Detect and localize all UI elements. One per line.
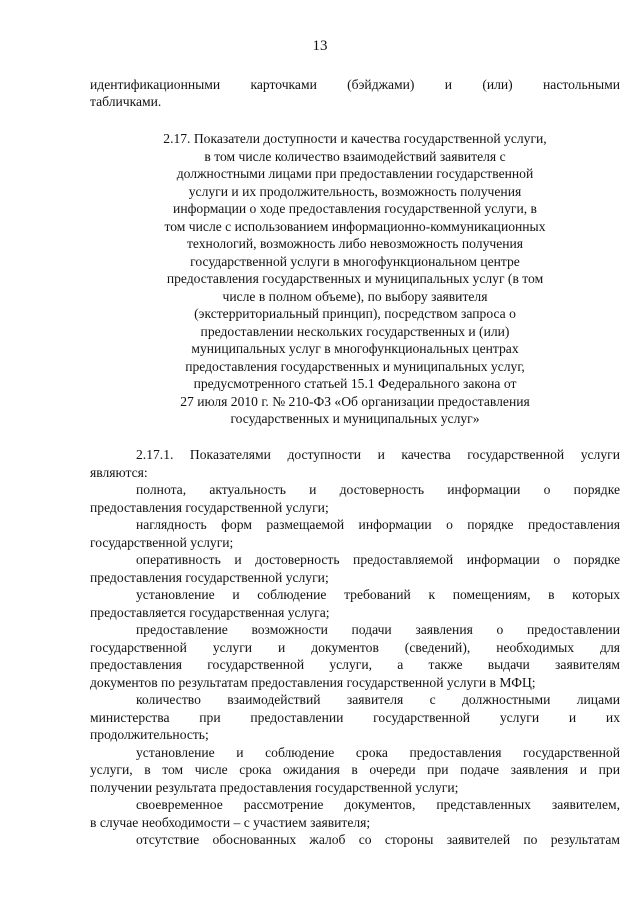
list-item-line: полнота, актуальность и достоверность информации о порядке bbox=[136, 482, 620, 497]
heading-line: том числе с использованием информационно-коммуникационных bbox=[164, 218, 546, 234]
list-item-line: получении результата предоставления государственной услуги; bbox=[90, 779, 459, 795]
heading-line: государственной услуги в многофункциональном центре bbox=[190, 253, 520, 269]
heading-line: информации о ходе предоставления государственной услуги, в bbox=[173, 201, 537, 216]
heading-line: 27 июля 2010 г. № 210-ФЗ «Об организации предоставления bbox=[180, 393, 530, 409]
list-item-line: установление и соблюдение требований к помещениям, в которых bbox=[136, 587, 620, 602]
heading-line: числе в полном объеме), по выбору заявителя bbox=[222, 288, 488, 304]
heading-line: предоставления государственных и муниципальных услуг (в том bbox=[166, 271, 544, 286]
list-item-line: документов по результатам предоставления государственной услуги в МФЦ; bbox=[90, 674, 536, 690]
list-item-line: государственной услуги и документов (сведений), необходимых для bbox=[90, 639, 620, 655]
list-item-line: предоставления государственной услуги, а также выдачи заявителям bbox=[90, 657, 620, 672]
list-item-line: предоставляется государственная услуга; bbox=[90, 604, 330, 620]
list-item-line: услуги, в том числе срока ожидания в очереди при подаче заявления и при bbox=[90, 762, 620, 777]
list-item-line: своевременное рассмотрение документов, представленных заявителем, bbox=[136, 797, 620, 812]
list-item-line: количество взаимодействий заявителя с должностными лицами bbox=[136, 692, 620, 707]
heading-line: в том числе количество взаимодействий заявителя с bbox=[204, 148, 506, 164]
list-item-line: установление и соблюдение срока предоставления государственной bbox=[136, 744, 620, 760]
section-intro-line: являются: bbox=[90, 464, 148, 480]
heading-line: муниципальных услуг в многофункциональных центрах bbox=[191, 341, 519, 356]
heading-line: предусмотренного статьей 15.1 Федерального закона от bbox=[193, 376, 517, 391]
heading-line: государственных и муниципальных услуг» bbox=[230, 411, 480, 426]
page-number: 13 bbox=[312, 38, 328, 54]
list-item-line: государственной услуги; bbox=[90, 534, 234, 550]
list-item-line: наглядность форм размещаемой информации о порядке предоставления bbox=[136, 517, 620, 532]
heading-line: предоставлении нескольких государственных и (или) bbox=[200, 323, 510, 339]
carryover-line-2: табличками. bbox=[90, 94, 162, 109]
carryover-line-1: идентификационными карточками (бэйджами) и (или) настольными bbox=[90, 77, 620, 92]
heading-line: должностными лицами при предоставлении государственной bbox=[176, 166, 534, 181]
heading-line: услуги и их продолжительность, возможность получения bbox=[188, 183, 522, 199]
list-item-line: министерства при предоставлении государственной услуги и их bbox=[90, 709, 620, 725]
heading-line: технологий, возможность либо невозможность получения bbox=[186, 236, 524, 251]
list-item-line: предоставления государственной услуги; bbox=[90, 569, 329, 585]
list-item-line: предоставления государственной услуги; bbox=[90, 499, 329, 515]
heading-line: (экстерриториальный принцип), посредством запроса о bbox=[194, 306, 516, 321]
list-item-line: продолжительность; bbox=[90, 727, 209, 742]
list-item-line: оперативность и достоверность предоставляемой информации о порядке bbox=[136, 552, 620, 567]
list-item-line: предоставление возможности подачи заявления о предоставлении bbox=[136, 622, 620, 637]
section-intro-line: 2.17.1. Показателями доступности и качества государственной услуги bbox=[136, 447, 620, 462]
heading-line: предоставления государственных и муниципальных услуг, bbox=[185, 358, 525, 374]
heading-line: 2.17. Показатели доступности и качества государственной услуги, bbox=[163, 131, 547, 146]
list-item-line: в случае необходимости – с участием заявителя; bbox=[90, 814, 371, 830]
list-item-line: отсутствие обоснованных жалоб со стороны заявителей по результатам bbox=[136, 832, 620, 847]
